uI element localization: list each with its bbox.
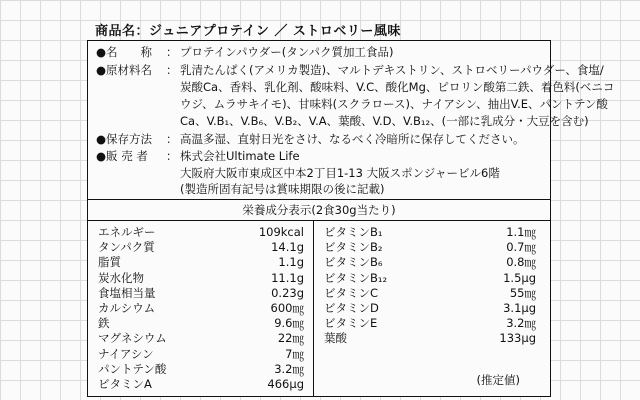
nutrient-name: 葉酸 (324, 331, 347, 346)
nutrient-name: タンパク質 (98, 240, 155, 255)
ingredients-line: 炭酸Ca、香料、乳化剤、酸味料、V.C、酸化Mg、ピロリン酸第二鉄、着色料(ベニコ (180, 80, 615, 94)
nutrition-facts-table (87, 200, 551, 397)
colon: ： (166, 45, 178, 59)
colon: ： (166, 63, 178, 77)
nutrient-value: 14.1g (271, 240, 304, 255)
nutrient-name: パントテン酸 (98, 361, 167, 376)
nutrient-name: ビタミンB₂ (324, 240, 383, 255)
nutrient-name: 鉄 (98, 316, 110, 331)
name-value: プロテインパウダー(タンパク質加工食品) (180, 45, 394, 59)
nutrient-value: 9.6㎎ (274, 316, 304, 331)
storage-key: ●保存方法 (96, 132, 153, 146)
nutrient-value: 11.1g (271, 270, 304, 285)
ingredients-line: 乳清たんぱく(アメリカ製造)、マルトデキストリン、ストロベリーパウダー、食塩/ (180, 63, 604, 77)
nutrient-value: 0.7㎎ (506, 240, 536, 255)
nutrient-value: 1.1㎎ (506, 225, 536, 239)
seller-line: 株式会社Ultimate Life (180, 149, 300, 163)
nutrient-value: 109kcal (258, 225, 304, 239)
nutrient-name: ビタミンA (98, 377, 152, 391)
nutrient-name: ビタミンE (324, 316, 378, 331)
nutrient-value: 1.5μg (503, 270, 536, 285)
nutrient-value: 7㎎ (285, 346, 304, 361)
colon: ： (166, 149, 178, 163)
name-key: ●名 称 (96, 45, 153, 59)
nutrient-name: ビタミンC (324, 285, 379, 300)
seller-key: ●販 売 者 (96, 149, 148, 163)
nutrient-value: 133μg (499, 331, 536, 346)
nutrient-name: 食塩相当量 (98, 285, 156, 300)
nutrient-name: ビタミンB₁₂ (324, 270, 388, 285)
nutrient-name: 脂質 (98, 255, 121, 270)
product-title: 商品名：ジュニアプロテイン ／ ストロベリー風味 (95, 24, 401, 39)
nutrition-left-column (88, 221, 314, 396)
nutrient-name: エネルギー (98, 225, 156, 239)
nutrient-value: 3.2㎎ (274, 361, 304, 376)
nutrient-value: 466μg (267, 377, 304, 391)
nutrient-name: 炭水化物 (98, 270, 144, 285)
colon: ： (166, 132, 178, 146)
nutrition-right-column (314, 221, 550, 396)
food-label-box (87, 40, 615, 200)
nutrient-name: マグネシウム (98, 331, 167, 346)
storage-value: 高温多湿、直射日光をさけ、なるべく冷暗所に保存してください。 (180, 132, 525, 146)
nutrient-name: ナイアシン (98, 346, 154, 361)
ingredients-key: ●原材料名 (96, 63, 153, 77)
seller-row (96, 148, 300, 164)
storage-row (96, 131, 525, 147)
nutrient-name: ビタミンB₁ (324, 225, 383, 239)
nutrition-title: 栄養成分表示(2食30g当たり) (88, 200, 550, 221)
name-row (96, 44, 393, 60)
nutrient-name: ビタミンD (324, 301, 379, 315)
ingredients-row (96, 62, 604, 78)
nutrient-name: カルシウム (98, 301, 156, 315)
nutrient-value: 0.23g (271, 285, 304, 300)
ingredients-line: ウジ、ムラサキイモ)、甘味料(スクラロース)、ナイアシン、抽出V.E、パントテン酸 (180, 97, 608, 111)
nutrient-value: 55㎎ (509, 285, 536, 300)
estimate-footnote: (推定値) (476, 373, 520, 387)
nutrient-value: 600㎎ (270, 301, 304, 315)
nutrient-value: 3.1μg (503, 301, 536, 315)
nutrient-value: 1.1g (278, 255, 304, 270)
seller-line: 大阪府大阪市東成区中本2丁目1-13 大阪スポンジャービル6階 (180, 166, 500, 180)
seller-line: (製造所固有記号は賞味期限の後に記載) (180, 182, 385, 196)
nutrient-value: 22㎎ (277, 331, 304, 346)
ingredients-line: Ca、V.B₁、V.B₆、V.B₂、V.A、葉酸、V.D、V.B₁₂、(一部に乳成分・大豆を含む) (180, 114, 589, 128)
nutrient-value: 3.2㎎ (506, 316, 536, 331)
nutrient-value: 0.8㎎ (506, 255, 536, 270)
nutrient-name: ビタミンB₆ (324, 255, 383, 270)
